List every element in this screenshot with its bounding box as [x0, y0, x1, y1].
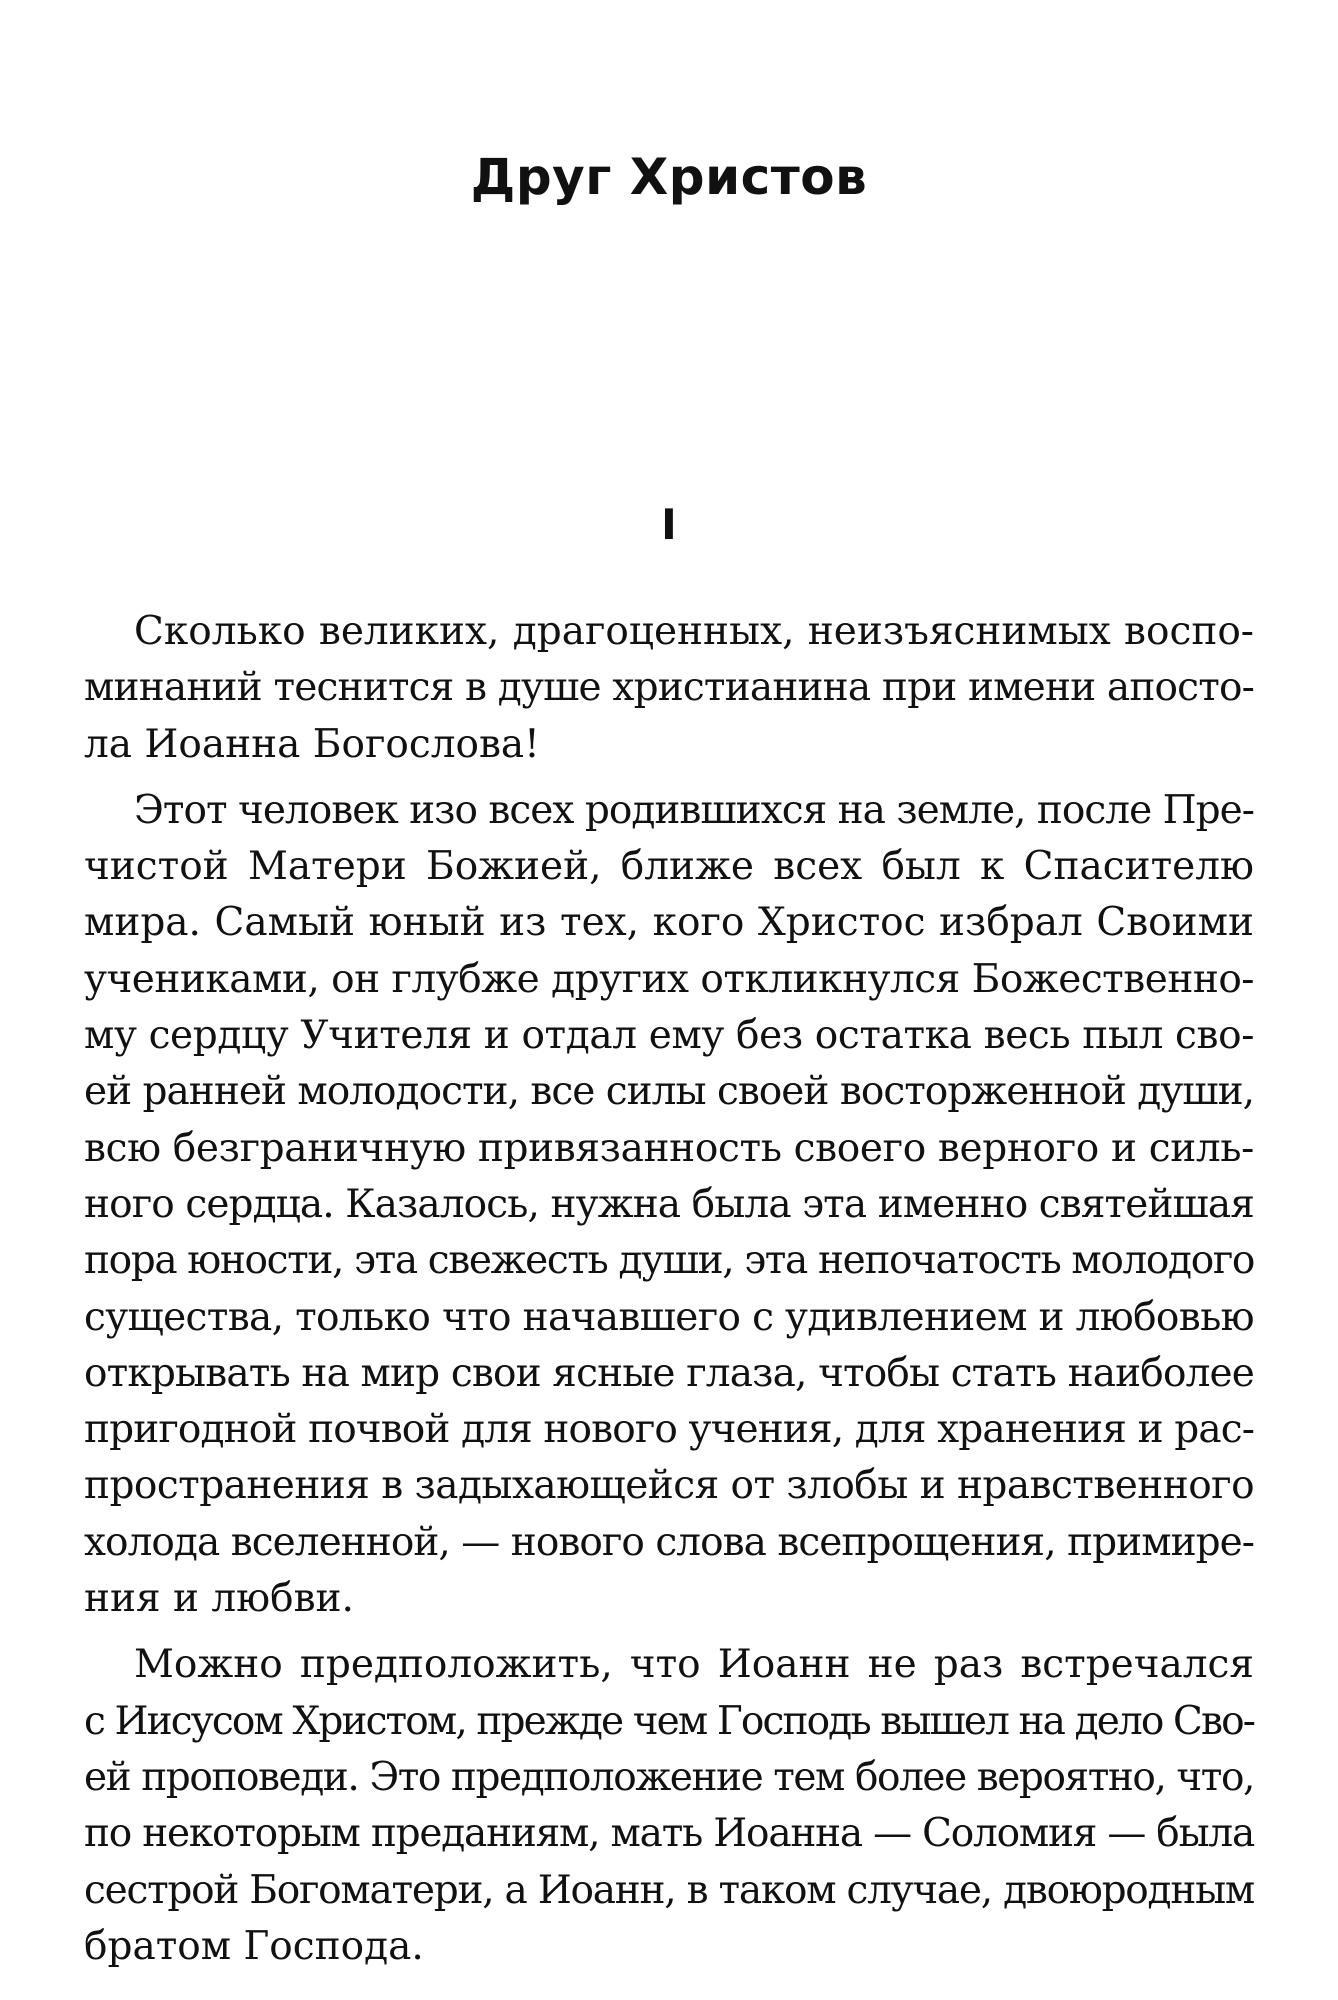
text-line: ей ранней молодости, все силы своей восторженной души,: [84, 1069, 1255, 1115]
text-line: ния и любви.: [84, 1576, 354, 1622]
text-line: всю безграничную привязанность своего верного и силь-: [84, 1125, 1254, 1171]
text-line: пространения в задыхающейся от злобы и нравственного: [84, 1463, 1255, 1509]
text-line: ей проповеди. Это предположение тем более вероятно, что,: [84, 1754, 1254, 1800]
text-line: сестрой Богоматери, а Иоанн, в таком случае, двоюродным: [84, 1867, 1254, 1913]
text-line: пригодной почвой для нового учения, для хранения и рас-: [84, 1407, 1254, 1453]
text-line: мира. Самый юный из тех, кого Христос избрал Своими: [84, 900, 1254, 946]
text-line: Сколько великих, драгоценных, неизъяснимых воспо-: [134, 609, 1254, 654]
text-line: существа, только что начавшего с удивлением и любовью: [84, 1294, 1254, 1340]
text-line: холода вселенной, — нового слова всепрощения, примире-: [84, 1519, 1254, 1565]
paragraph: [84, 604, 1254, 773]
text-line: пора юности, эта свежесть души, эта непочатость молодого: [84, 1238, 1255, 1284]
text-line: ла Иоанна Богослова!: [84, 721, 540, 767]
text-line: Этот человек изо всех родившихся на земле, после Пре-: [134, 787, 1254, 833]
text-line: учениками, он глубже других откликнулся Божественно-: [84, 956, 1254, 1002]
text-line: ного сердца. Казалось, нужна была эта именно святейшая: [84, 1181, 1255, 1227]
text-line: Можно предположить, что Иоанн не раз встречался: [134, 1642, 1254, 1688]
paragraph: [84, 783, 1254, 1627]
paragraph: [84, 1637, 1254, 1975]
chapter-title: Друг Христов: [470, 148, 868, 206]
text-line: с Иисусом Христом, прежде чем Господь вышел на дело Сво-: [84, 1698, 1255, 1744]
text-line: по некоторым преданиям, мать Иоанна — Соломия — была: [84, 1811, 1255, 1857]
text-line: чистой Матери Божией, ближе всех был к Спасителю: [84, 844, 1254, 890]
text-line: открывать на мир свои ясные глаза, чтобы стать наиболее: [84, 1350, 1254, 1396]
text-line: минаний теснится в душе христианина при имени апосто-: [84, 665, 1255, 711]
text-line: братом Господа.: [84, 1923, 424, 1969]
chapter-body: [84, 604, 1254, 1975]
text-line: му сердцу Учителя и отдал ему без остатка весь пыл сво-: [84, 1013, 1255, 1059]
section-number: I: [661, 500, 677, 549]
